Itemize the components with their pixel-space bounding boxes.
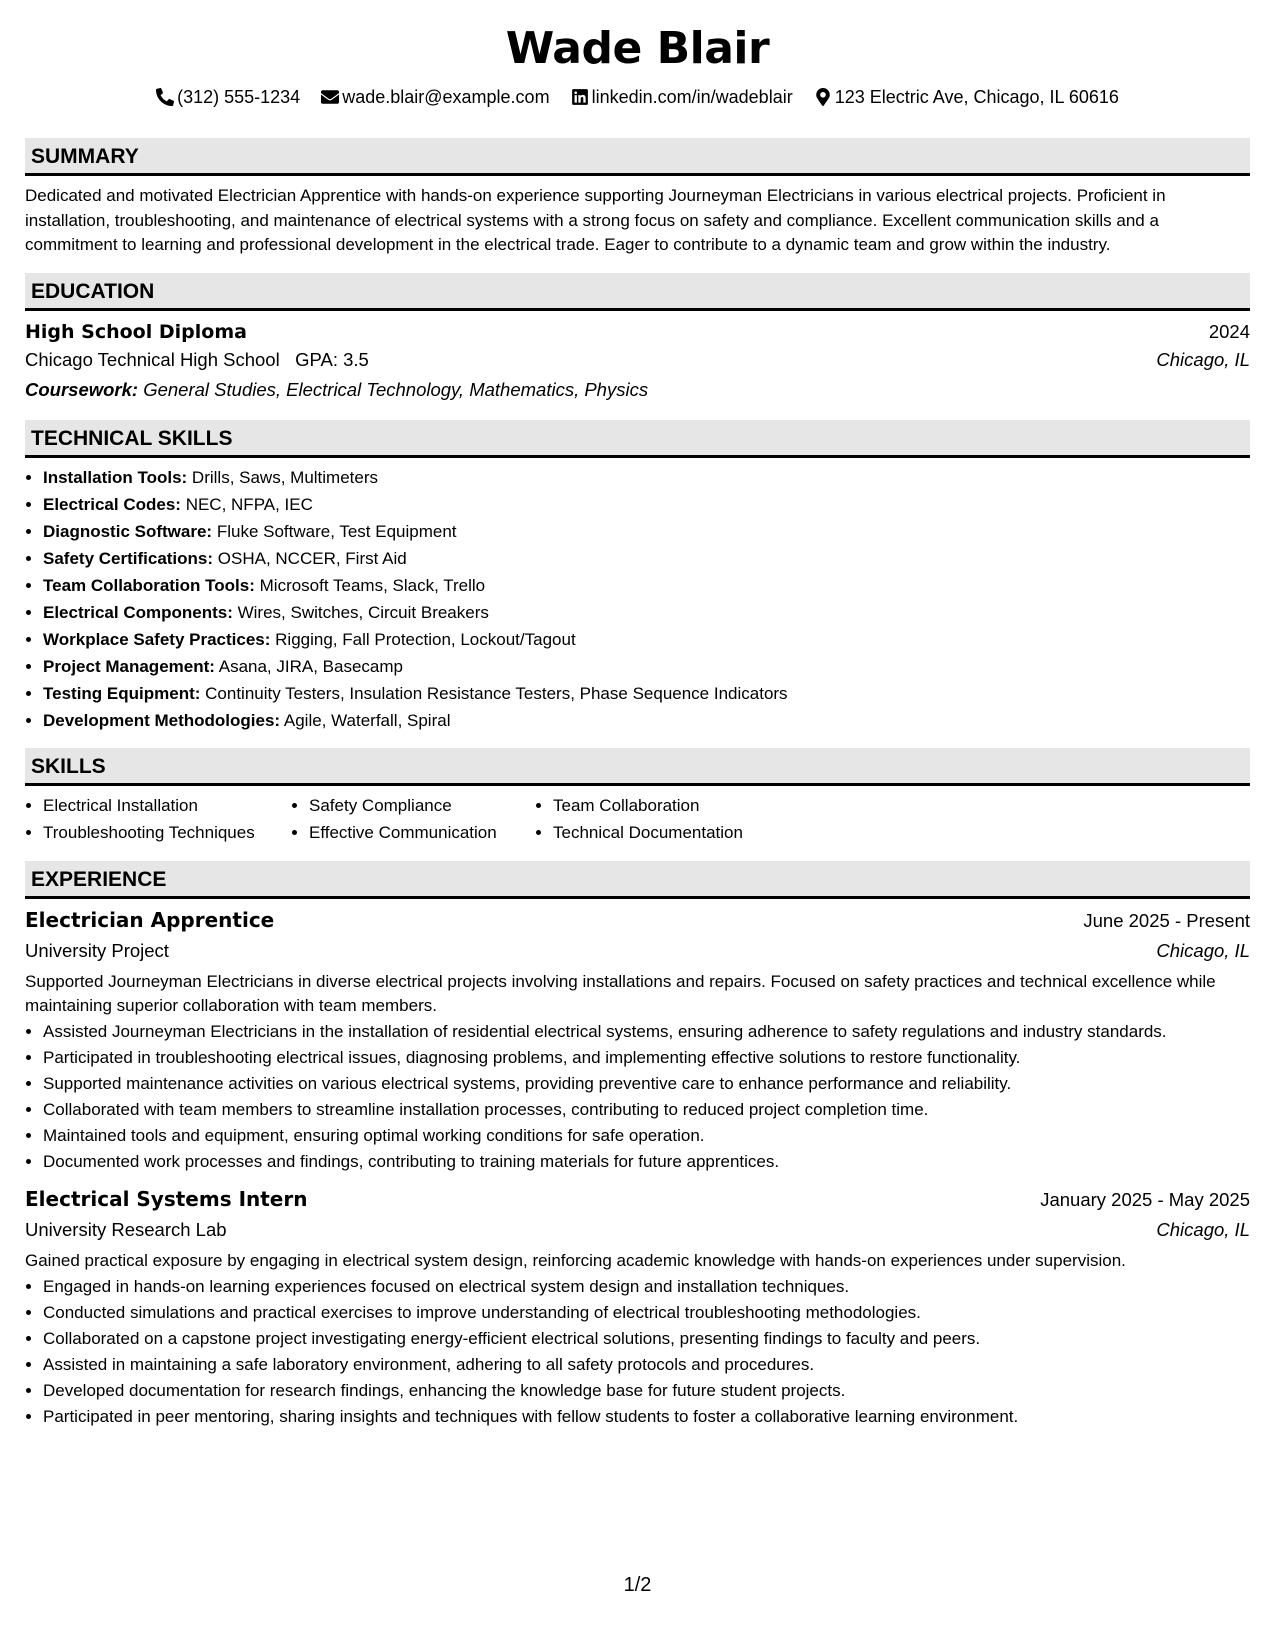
resume-page — [25, 0, 1250, 1429]
job-bullets — [25, 1019, 1250, 1175]
school-name: Chicago Technical High School — [25, 348, 280, 370]
list-item: • Collaborated on a capstone project investigating energy-efficient electrical solutions, presenting findings to faculty and peers. — [43, 1325, 1250, 1351]
education-entry — [25, 319, 1250, 404]
skill-value: Continuity Testers, Insulation Resistance Testers, Phase Sequence Indicators — [205, 683, 788, 703]
skill-label: Workplace Safety Practices: — [43, 629, 271, 649]
job-location: Chicago, IL — [1156, 939, 1250, 961]
job-dates: January 2025 - May 2025 — [1040, 1188, 1250, 1210]
map-marker-icon — [814, 88, 832, 106]
job-summary: Supported Journeyman Electricians in diverse electrical projects involving installations and repairs. Focused on safety practices and technical excellence while maintaining superior collaboration with team members. — [25, 971, 1216, 1015]
skills-heading: SKILLS — [25, 748, 1250, 786]
technical-skills-list — [25, 464, 1250, 734]
list-item — [43, 491, 1250, 518]
job-org: University Project — [25, 939, 169, 961]
list-item: • Engaged in hands-on learning experiences focused on electrical system design and installation techniques. — [43, 1273, 1250, 1299]
summary-heading: SUMMARY — [25, 138, 1250, 176]
list-item: • Collaborated with team members to streamline installation processes, contributing to reduced project completion time. — [43, 1097, 1250, 1123]
job-bullets — [25, 1273, 1250, 1429]
list-item: • Conducted simulations and practical exercises to improve understanding of electrical troubleshooting methodologies. — [43, 1299, 1250, 1325]
skill-value: OSHA, NCCER, First Aid — [217, 548, 407, 568]
list-item: • Supported maintenance activities on various electrical systems, providing preventive care to enhance performance and reliability. — [43, 1071, 1250, 1097]
list-item: • Developed documentation for research findings, enhancing the knowledge base for future student projects. — [43, 1377, 1250, 1403]
job-entry — [25, 906, 1250, 1175]
skill-value: NEC, NFPA, IEC — [185, 494, 313, 514]
list-item — [43, 599, 1250, 626]
list-item: • Team Collaboration — [553, 792, 793, 819]
list-item — [43, 545, 1250, 572]
list-item: • Effective Communication — [309, 819, 535, 846]
list-item: • Participated in troubleshooting electrical issues, diagnosing problems, and implementing effective solutions to restore functionality. — [43, 1045, 1250, 1071]
skill-label: Installation Tools: — [43, 467, 188, 487]
skill-value: Wires, Switches, Circuit Breakers — [237, 602, 489, 622]
phone-text: (312) 555-1234 — [177, 87, 301, 107]
technical-skills-heading: TECHNICAL SKILLS — [25, 420, 1250, 458]
experience-heading: EXPERIENCE — [25, 861, 1250, 899]
phone-icon — [156, 88, 174, 106]
job-title: Electrical Systems Intern — [25, 1186, 308, 1211]
address-text: 123 Electric Ave, Chicago, IL 60616 — [834, 87, 1119, 107]
contact-bar — [25, 86, 1250, 108]
skill-label: Diagnostic Software: — [43, 521, 213, 541]
contact-phone[interactable] — [156, 86, 300, 108]
skill-value: Drills, Saws, Multimeters — [191, 467, 379, 487]
school-location: Chicago, IL — [1156, 348, 1250, 370]
list-item — [43, 626, 1250, 653]
coursework-line — [25, 375, 1250, 404]
job-location: Chicago, IL — [1156, 1218, 1250, 1240]
list-item: • Technical Documentation — [553, 819, 793, 846]
summary-text: Dedicated and motivated Electrician Apprentice with hands-on experience supporting Journeyman Electricians in various electrical projects. Proficient in installation, troubleshooting, and maintenance of electrical systems with a strong focus on safety and compliance. Excellent communication skills and a commitment to learning and professional development in the electrical trade. Eager to contribute to a dynamic team and grow within the industry. — [25, 186, 1166, 254]
list-item: • Electrical Installation — [43, 792, 291, 819]
list-item: • Participated in peer mentoring, sharing insights and techniques with fellow students to foster a collaborative learning environment. — [43, 1403, 1250, 1429]
skill-value: Fluke Software, Test Equipment — [216, 521, 457, 541]
graduation-year: 2024 — [1208, 320, 1250, 342]
list-item: • Assisted Journeyman Electricians in the installation of residential electrical systems, ensuring adherence to safety regulations and industry standards. — [43, 1019, 1250, 1045]
list-item: • Maintained tools and equipment, ensuring optimal working conditions for safe operation. — [43, 1123, 1250, 1149]
contact-address — [814, 86, 1119, 108]
envelope-icon — [321, 88, 339, 106]
linkedin-icon — [571, 88, 589, 106]
skills-column — [25, 792, 291, 846]
coursework: General Studies, Electrical Technology, Mathematics, Physics — [143, 378, 649, 400]
skill-label: Project Management: — [43, 656, 215, 676]
school-line — [25, 345, 369, 375]
job-dates: June 2025 - Present — [1083, 909, 1250, 931]
skill-label: Team Collaboration Tools: — [43, 575, 255, 595]
job-title: Electrician Apprentice — [25, 907, 275, 932]
list-item — [43, 518, 1250, 545]
education-heading: EDUCATION — [25, 273, 1250, 311]
gpa: GPA: 3.5 — [295, 348, 369, 370]
linkedin-text: linkedin.com/in/wadeblair — [591, 87, 793, 107]
list-item — [43, 572, 1250, 599]
email-text: wade.blair@example.com — [342, 87, 550, 107]
skill-label: Electrical Components: — [43, 602, 233, 622]
skill-value: Rigging, Fall Protection, Lockout/Tagout — [275, 629, 576, 649]
contact-email[interactable] — [321, 86, 549, 108]
skill-value: Asana, JIRA, Basecamp — [218, 656, 403, 676]
contact-linkedin[interactable] — [571, 86, 793, 108]
job-org: University Research Lab — [25, 1218, 227, 1240]
page-number: 1/2 — [623, 1574, 652, 1596]
list-item — [43, 680, 1250, 707]
skills-grid — [25, 792, 1250, 846]
list-item — [43, 464, 1250, 491]
coursework-label: Coursework: — [25, 378, 139, 400]
skill-label: Safety Certifications: — [43, 548, 214, 568]
skill-label: Development Methodologies: — [43, 710, 281, 730]
job-summary: Gained practical exposure by engaging in electrical system design, reinforcing academic knowledge with hands-on experiences under supervision. — [25, 1250, 1126, 1270]
degree: High School Diploma — [25, 320, 247, 343]
skill-value: Agile, Waterfall, Spiral — [283, 710, 451, 730]
job-entry — [25, 1185, 1250, 1430]
skill-label: Electrical Codes: — [43, 494, 181, 514]
skills-column — [535, 792, 793, 846]
skill-value: Microsoft Teams, Slack, Trello — [259, 575, 486, 595]
list-item: • Troubleshooting Techniques — [43, 819, 291, 846]
list-item — [43, 653, 1250, 680]
list-item: • Documented work processes and findings, contributing to training materials for future apprentices. — [43, 1149, 1250, 1175]
list-item: • Safety Compliance — [309, 792, 535, 819]
list-item: • Assisted in maintaining a safe laboratory environment, adhering to all safety protocols and procedures. — [43, 1351, 1250, 1377]
skills-column — [291, 792, 535, 846]
list-item — [43, 707, 1250, 734]
skill-label: Testing Equipment: — [43, 683, 201, 703]
candidate-name: Wade Blair — [505, 23, 770, 74]
